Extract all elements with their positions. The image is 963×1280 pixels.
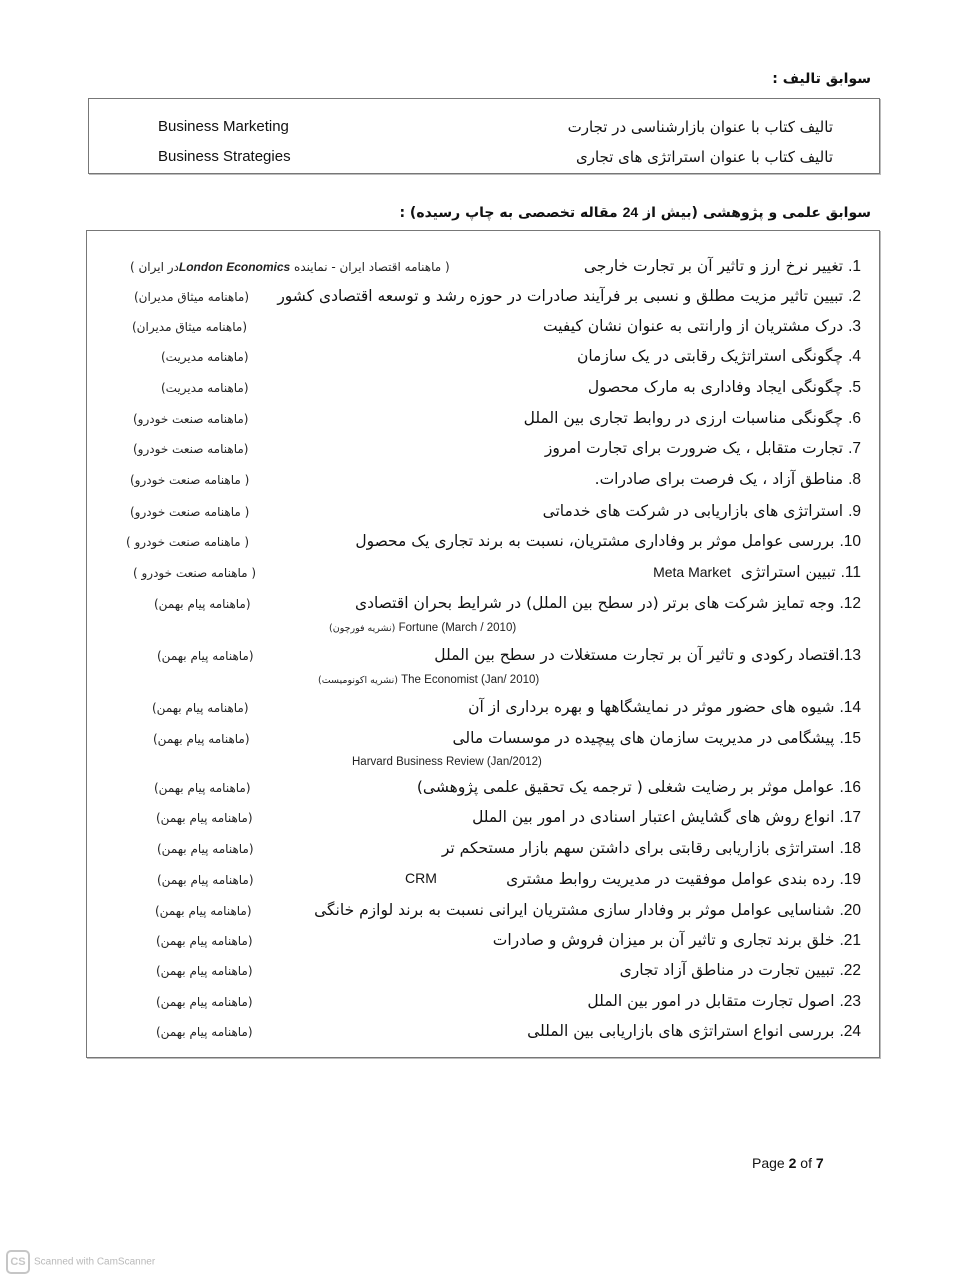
book-title-en: Business Marketing [158, 118, 289, 135]
book-title-fa: تالیف کتاب با عنوان بازارشناسی در تجارت [567, 118, 833, 136]
article-source: (ماهنامه صنعت خودرو) [133, 412, 249, 426]
article-source: (ماهنامه پیام بهمن) [156, 964, 253, 978]
article-source: ( ماهنامه صنعت خودرو ) [133, 566, 257, 580]
article-item: 11. تبیین استراتژی Meta Market [653, 563, 861, 581]
article-source: (ماهنامه پیام بهمن) [157, 649, 254, 663]
camscanner-logo-icon: CS [6, 1250, 30, 1274]
article-item: 18. استراتژی بازاریابی رقابتی برای داشتن سهم بازار مستحکم تر [441, 839, 861, 857]
article-item: 7. تجارت متقابل ، یک ضرورت برای تجارت امروز [544, 439, 861, 457]
article-item: 3. درک مشتریان از وارانتی به عنوان نشان کیفیت [543, 317, 861, 335]
article-source: (ماهنامه پیام بهمن) [156, 811, 253, 825]
article-source: ( ماهنامه صنعت خودرو) [130, 505, 250, 519]
research-heading: سوابق علمی و پژوهشی (بیش از 24 مقاله تخصصی به چاپ رسیده) : [399, 204, 871, 221]
article-item: 19. رده بندی عوامل موفقیت در مدیریت روابط مشتری [506, 870, 861, 888]
article-item: 14. شیوه های حضور موثر در نمایشگاهها و بهره برداری از آن [468, 698, 861, 716]
article-item: 10. بررسی عوامل موثر بر وفاداری مشتریان، نسبت به برند تجاری یک محصول [355, 532, 861, 550]
article-item: 20. شناسایی عوامل موثر بر وفادار سازی مشتریان ایرانی نسبت به برند لوازم خانگی [314, 901, 861, 919]
article-item: 8. مناطق آزاد ، یک فرصت برای صادرات. [594, 470, 861, 488]
article-item: 22. تبیین تجارت در مناطق آزاد تجاری [619, 961, 861, 979]
article-source: (ماهنامه پیام بهمن) [154, 597, 251, 611]
article-source: (ماهنامه پیام بهمن) [152, 701, 249, 715]
article-item: 16. عوامل موثر بر رضایت شغلی ( ترجمه یک تحقیق علمی پژوهشی) [416, 778, 861, 796]
article-source: (ماهنامه مدیریت) [161, 381, 249, 395]
authorship-heading: سوابق تالیف : [772, 71, 871, 87]
article-source: (ماهنامه پیام بهمن) [156, 1025, 253, 1039]
article-item: 12. وجه تمایز شرکت های برتر (در سطح بین الملل) در شرایط بحران اقتصادی [354, 594, 861, 612]
article-source: (ماهنامه پیام بهمن) [156, 934, 253, 948]
authorship-box [88, 98, 880, 174]
article-source: ( ماهنامه صنعت خودرو ) [126, 535, 250, 549]
article-source: ( ماهنامه صنعت خودرو) [130, 473, 250, 487]
article-source: (ماهنامه میثاق مدیران) [134, 290, 250, 304]
article-source: (ماهنامه میثاق مدیران) [132, 320, 248, 334]
article-source: (ماهنامه پیام بهمن) [157, 873, 254, 887]
article-item: 21. خلق برند تجاری و تاثیر آن بر میزان فروش و صادرات [492, 931, 861, 949]
page-number: Page 2 of 7 [752, 1155, 824, 1171]
article-subsource: (نشریه اکونومیست) The Economist (Jan/ 2010) [318, 674, 540, 686]
article-item: 2. تبیین تاثیر مزیت مطلق و نسبی بر فرآیند صادرات در حوزه رشد و توسعه اقتصادی کشور [277, 287, 861, 305]
article-item: 24. بررسی انواع استراتژی های بازاریابی بین المللی [527, 1022, 861, 1040]
article-item: 6. چگونگی مناسبات ارزی در روابط تجاری بین الملل [523, 409, 861, 427]
article-source: (ماهنامه صنعت خودرو) [133, 442, 249, 456]
book-title-en: Business Strategies [158, 148, 291, 165]
article-source: ( ماهنامه اقتصاد ایران - نماینده London Economicsدر ایران ) [130, 260, 450, 274]
article-subsource: (نشریه فورچون) Fortune (March / 2010) [329, 622, 517, 634]
article-source: (ماهنامه پیام بهمن) [157, 842, 254, 856]
article-source: (ماهنامه پیام بهمن) [156, 995, 253, 1009]
article-item: 1. تغییر نرخ ارز و تاثیر آن بر تجارت خارجی [583, 257, 861, 275]
article-item: 5. چگونگی ایجاد وفاداری به مارک محصول [587, 378, 861, 396]
article-source: (ماهنامه پیام بهمن) [153, 732, 250, 746]
article-item: 15. پیشگامی در مدیریت سازمان های پیچیده در موسسات مالی [452, 729, 861, 747]
article-item: 13.اقتصاد رکودی و تاثیر آن بر تجارت مستغلات در سطح بین الملل [434, 646, 861, 664]
article-item: 17. انواع روش های گشایش اعتبار اسنادی در امور بین الملل [472, 808, 861, 826]
scanner-watermark: CS Scanned with CamScanner [6, 1250, 155, 1274]
article-source: (ماهنامه پیام بهمن) [155, 904, 252, 918]
article-item: 9. استراتژی های بازاریابی در شرکت های خدماتی [542, 502, 861, 520]
article-title-en: CRM [405, 870, 437, 886]
article-item: 4. چگونگی استراتژیک رقابتی در یک سازمان [576, 347, 861, 365]
article-item: 23. اصول تجارت متقابل در امور بین الملل [587, 992, 861, 1010]
article-source: (ماهنامه مدیریت) [161, 350, 249, 364]
article-subsource: Harvard Business Review (Jan/2012) [352, 756, 542, 768]
article-source: (ماهنامه پیام بهمن) [154, 781, 251, 795]
book-title-fa: تالیف کتاب با عنوان استراتژی های تجاری [575, 148, 833, 166]
